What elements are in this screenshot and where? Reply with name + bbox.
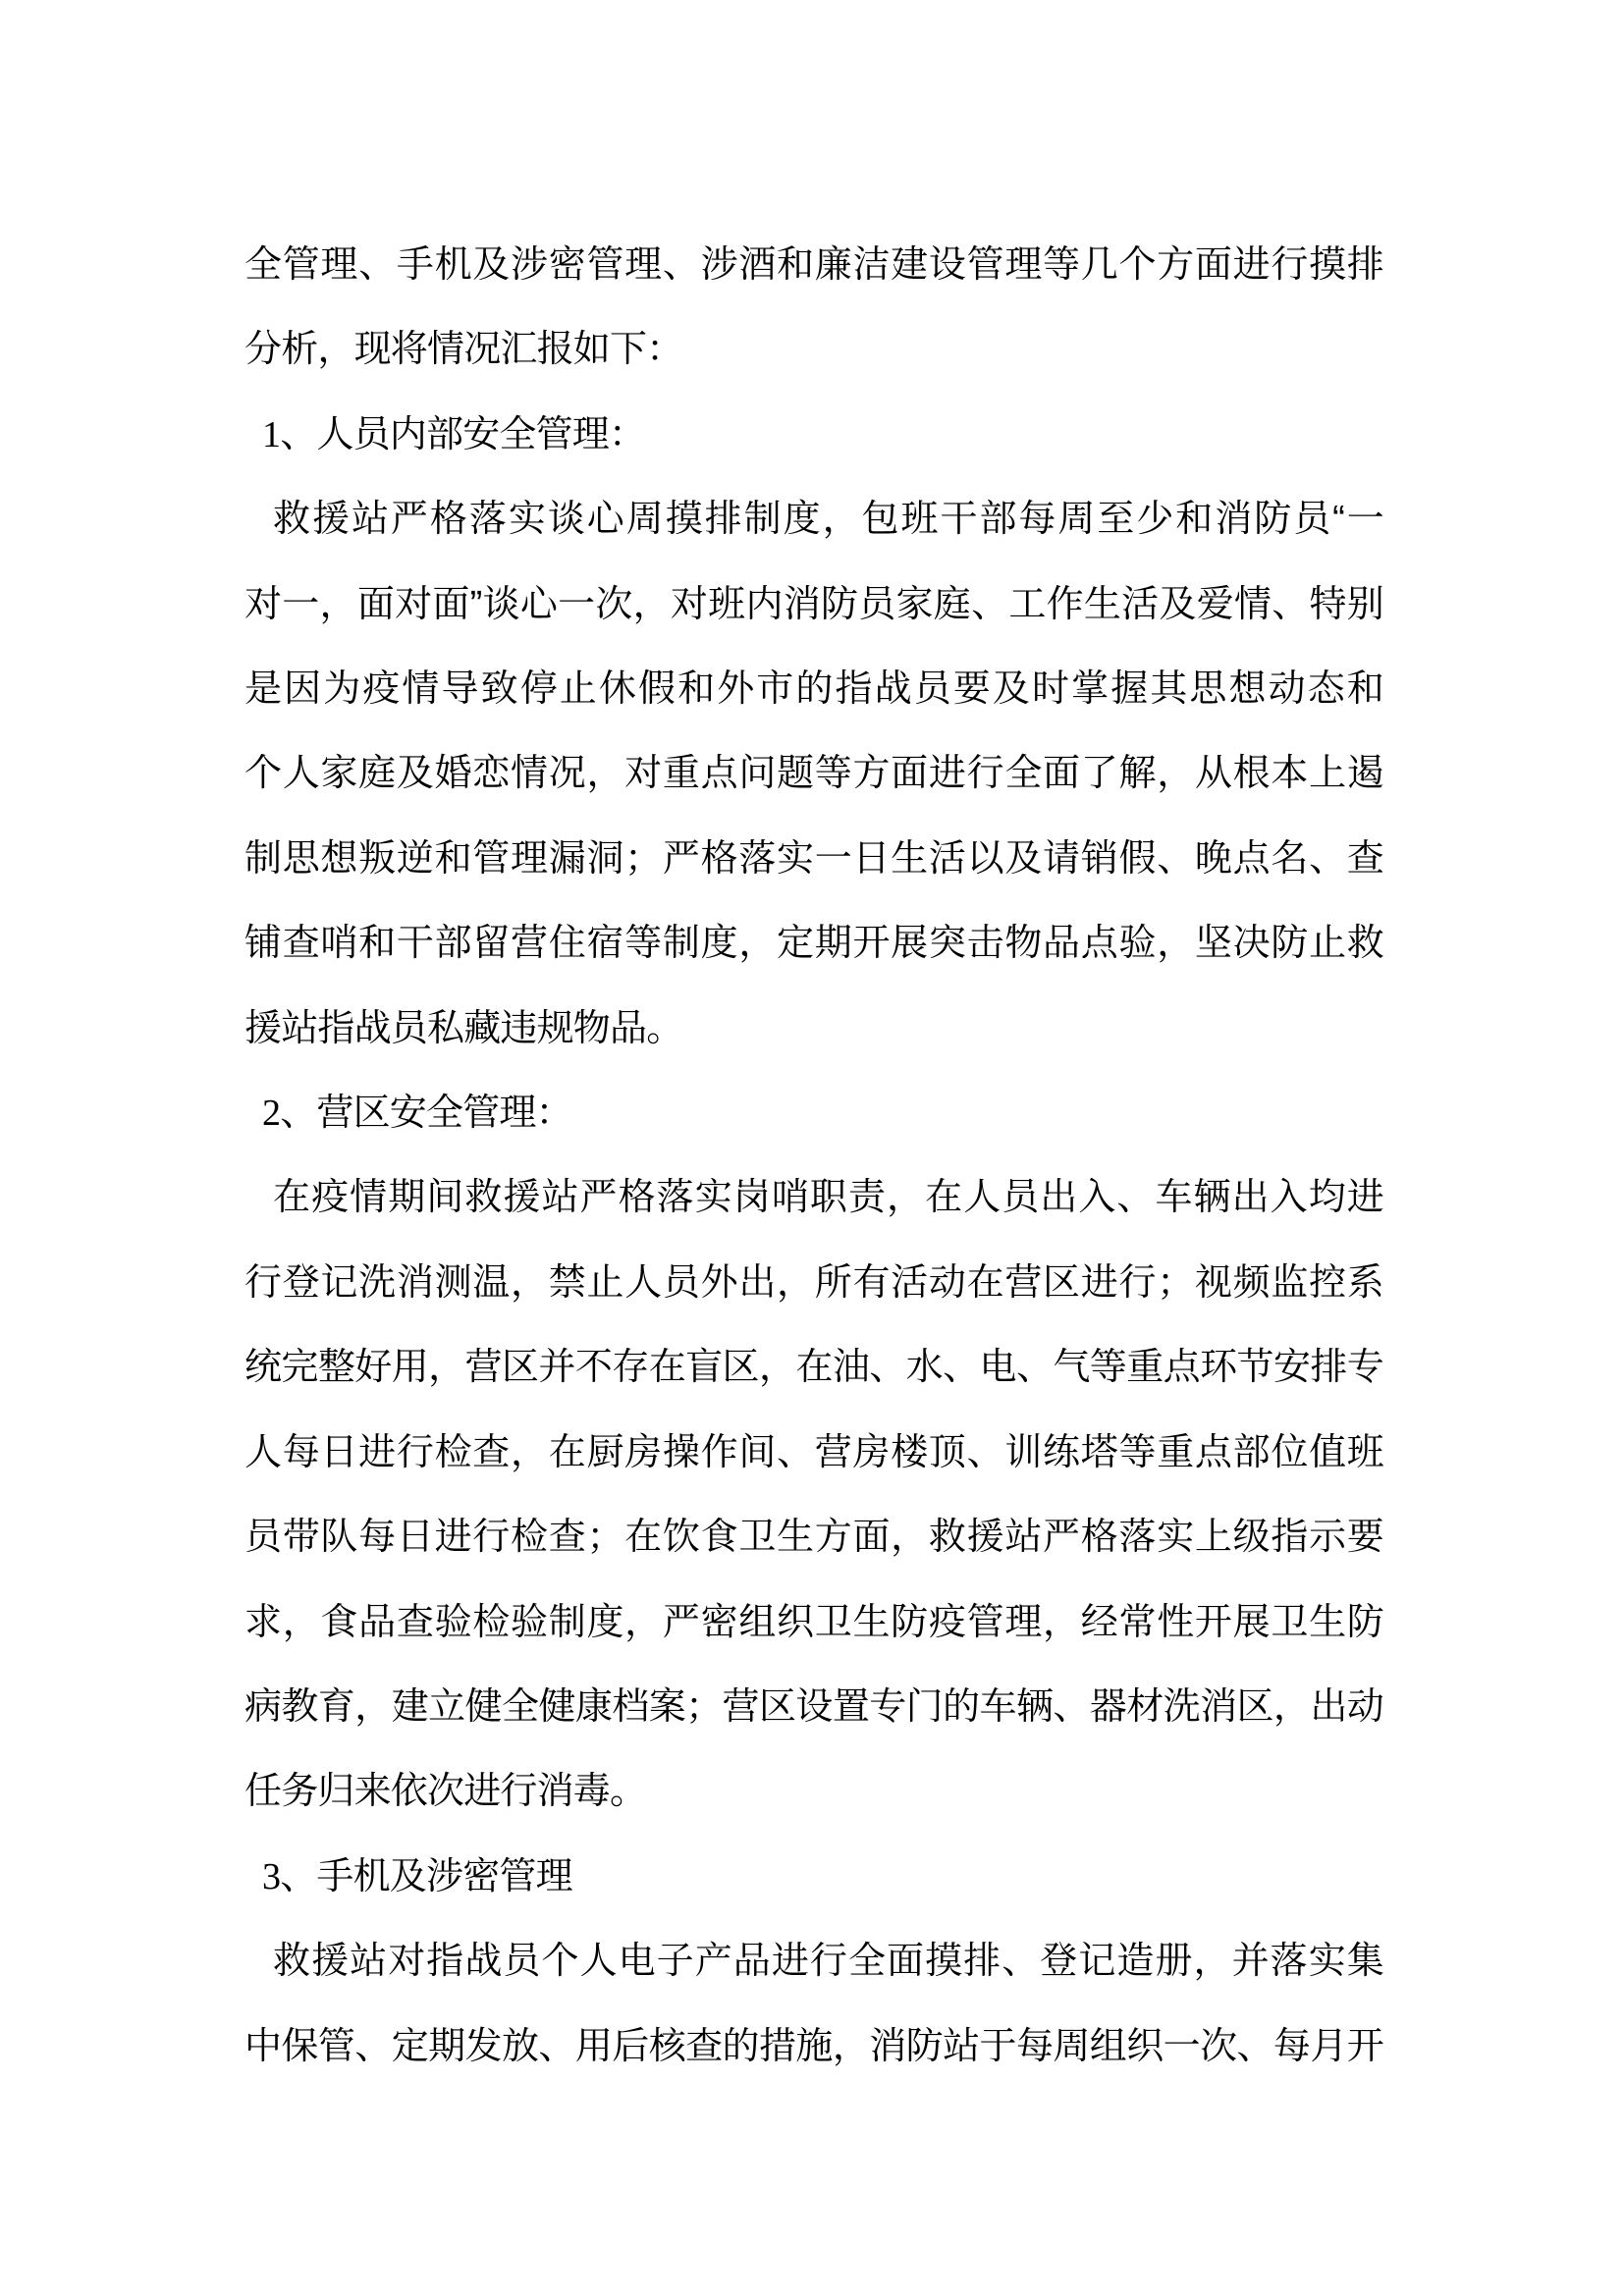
text-line: 铺查哨和干部留营住宿等制度，定期开展突击物品点验，坚决防止救 — [244, 923, 1383, 965]
section-heading-title: 手机及涉密管理 — [316, 1855, 572, 1897]
text-line: 行登记洗消测温，禁止人员外出，所有活动在营区进行；视频监控系 — [244, 1261, 1383, 1304]
text-line: 全管理、手机及涉密管理、涉酒和廉洁建设管理等几个方面进行摸排 — [244, 244, 1383, 286]
section-heading — [244, 1835, 1383, 1919]
text-line: 求，食品查验检验制度，严密组织卫生防疫管理，经常性开展卫生防 — [244, 1601, 1383, 1643]
text-line: 人每日进行检查，在厨房操作间、营房楼顶、训练塔等重点部位值班 — [244, 1431, 1383, 1473]
text-line: 在疫情期间救援站严格落实岗哨职责，在人员出入、车辆出入均进 — [273, 1177, 1383, 1219]
section-heading — [244, 1071, 1383, 1155]
text-line: 分析，现将情况汇报如下： — [244, 329, 683, 371]
text-line: 个人家庭及婚恋情况，对重点问题等方面进行全面了解，从根本上遏 — [244, 753, 1383, 795]
section-heading — [244, 393, 1383, 477]
text-line: 中保管、定期发放、用后核查的措施，消防站于每周组织一次、每月开 — [244, 2025, 1383, 2067]
text-line: 统完整好用，营区并不存在盲区，在油、水、电、气等重点环节安排专 — [244, 1347, 1383, 1389]
text-line: 任务归来依次进行消毒。 — [244, 1771, 647, 1813]
text-line: 员带队每日进行检查；在饮食卫生方面，救援站严格落实上级指示要 — [244, 1517, 1383, 1559]
text-line: 救援站严格落实谈心周摸排制度，包班干部每周至少和消防员“一 — [273, 499, 1383, 541]
text-line: 是因为疫情导致停止休假和外市的指战员要及时掌握其思想动态和 — [244, 668, 1383, 711]
text-line: 对一，面对面”谈心一次，对班内消防员家庭、工作生活及爱情、特别 — [244, 583, 1383, 625]
section-heading-number: 3、 — [262, 1855, 317, 1897]
text-line: 援站指战员私藏违规物品。 — [244, 1007, 683, 1049]
text-line: 救援站对指战员个人电子产品进行全面摸排、登记造册，并落实集 — [273, 1941, 1383, 1983]
section-heading-title: 人员内部安全管理： — [316, 413, 646, 455]
section-heading-title: 营区安全管理： — [316, 1093, 572, 1135]
text-column — [244, 223, 1383, 2089]
text-line: 病教育，建立健全健康档案；营区设置专门的车辆、器材洗消区，出动 — [244, 1685, 1383, 1728]
text-line: 制思想叛逆和管理漏洞；严格落实一日生活以及请销假、晚点名、查 — [244, 837, 1383, 880]
section-heading-number: 1、 — [262, 413, 317, 455]
section-heading-number: 2、 — [262, 1093, 317, 1135]
